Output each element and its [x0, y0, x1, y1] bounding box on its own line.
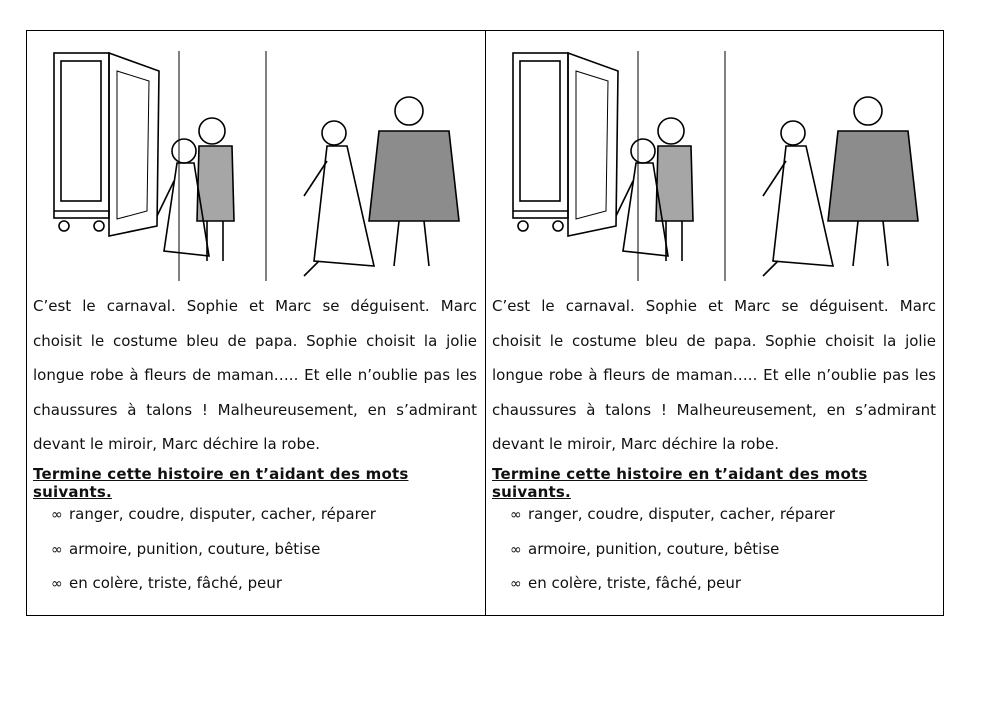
list-item: ∞ en colère, triste, fâché, peur [51, 566, 376, 601]
list-item: ∞ armoire, punition, couture, bêtise [51, 532, 376, 567]
infinity-bullet-icon: ∞ [510, 507, 522, 523]
story-text [492, 289, 936, 462]
instruction-heading: Termine cette histoire en t’aidant des mots suivants. [492, 465, 868, 501]
infinity-bullet-icon: ∞ [51, 541, 63, 558]
word-list [51, 497, 376, 601]
story-line: C’est le carnaval. Sophie et Marc se déguisent. Marc [492, 297, 936, 315]
word-list [510, 497, 835, 601]
infinity-bullet-icon: ∞ [51, 507, 63, 523]
infinity-bullet-icon: ∞ [510, 541, 522, 558]
story-line: choisit le costume bleu de papa. Sophie choisit la jolie [33, 331, 477, 350]
story-line: longue robe à fleurs de maman….. Et elle n’oublie pas les [492, 366, 936, 384]
infinity-bullet-icon: ∞ [510, 576, 522, 592]
carnival-illustration [49, 51, 469, 281]
worksheet [26, 30, 944, 616]
infinity-bullet-icon: ∞ [51, 576, 63, 592]
story-line: C’est le carnaval. Sophie et Marc se déguisent. Marc [33, 297, 477, 315]
list-item: ∞ armoire, punition, couture, bêtise [510, 532, 835, 567]
carnival-illustration [508, 51, 928, 281]
instruction-heading: Termine cette histoire en t’aidant des mots suivants. [33, 465, 409, 501]
story-line: devant le miroir, Marc déchire la robe. [492, 435, 779, 453]
story-line: devant le miroir, Marc déchire la robe. [33, 435, 320, 453]
story-text [33, 289, 477, 462]
list-item: ∞ ranger, coudre, disputer, cacher, réparer [510, 497, 835, 532]
story-card-right [485, 31, 943, 615]
story-line: chaussures à talons ! Malheureusement, en s’admirant [33, 400, 477, 419]
story-line: chaussures à talons ! Malheureusement, en s’admirant [492, 400, 936, 419]
story-line: choisit le costume bleu de papa. Sophie choisit la jolie [492, 331, 936, 350]
list-item: ∞ en colère, triste, fâché, peur [510, 566, 835, 601]
story-line: longue robe à fleurs de maman….. Et elle n’oublie pas les [33, 366, 477, 384]
list-item: ∞ ranger, coudre, disputer, cacher, réparer [51, 497, 376, 532]
story-card-left [27, 31, 485, 615]
